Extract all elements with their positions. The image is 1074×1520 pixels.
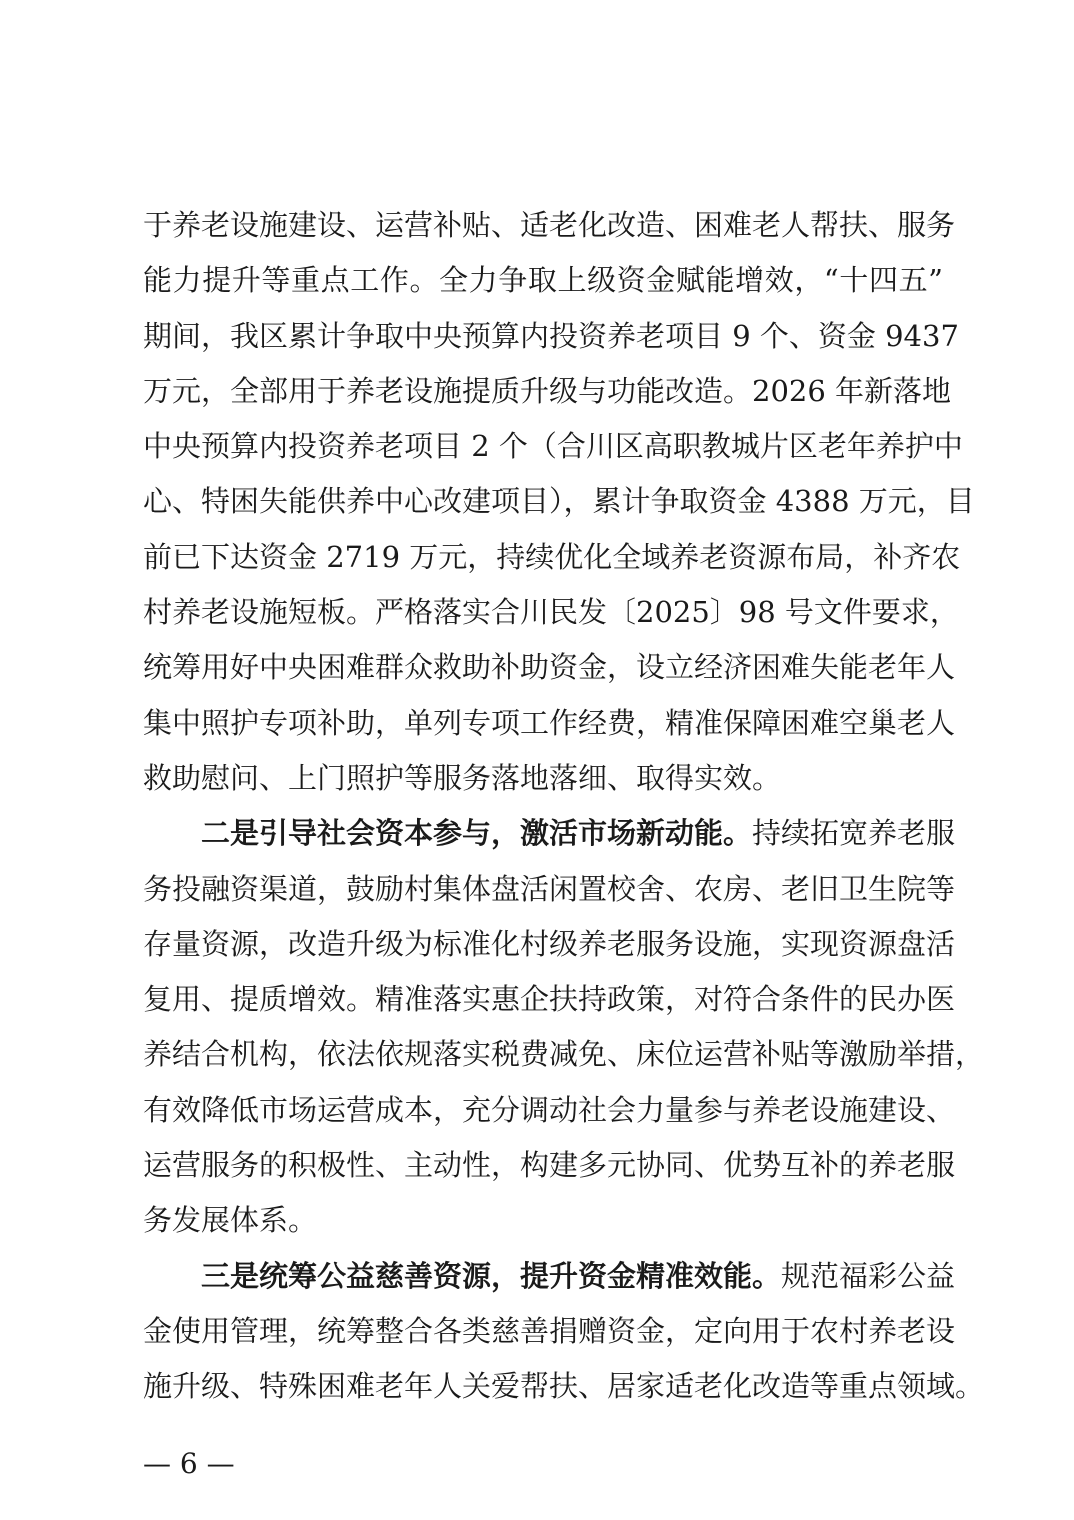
text-line: 统筹用好中央困难群众救助补助资金，设立经济困难失能老年人 xyxy=(143,650,956,685)
text-line: 运营服务的积极性、主动性，构建多元协同、优势互补的养老服 xyxy=(143,1148,956,1183)
paragraph-2-first-line xyxy=(143,806,956,861)
text-line: 能力提升等重点工作。全力争取上级资金赋能增效，“十四五” xyxy=(143,263,943,298)
paragraph-3-first-line xyxy=(143,1249,956,1304)
text-line: 存量资源，改造升级为标准化村级养老服务设施，实现资源盘活 xyxy=(143,926,956,961)
paragraph-2-text: 持续拓宽养老服 xyxy=(752,816,956,851)
text-line: 心、特困失能供养中心改建项目），累计争取资金 4388 万元，目 xyxy=(143,484,975,519)
text-line: 村养老设施短板。严格落实合川民发〔2025〕98 号文件要求， xyxy=(143,595,959,630)
page-number: — 6 — xyxy=(143,1447,235,1480)
paragraph-3-text: 规范福彩公益 xyxy=(781,1258,956,1293)
text-line: 于养老设施建设、运营补贴、适老化改造、困难老人帮扶、服务 xyxy=(143,208,956,242)
text-line: 期间，我区累计争取中央预算内投资养老项目 9 个、资金 9437 xyxy=(143,318,959,353)
text-line: 万元，全部用于养老设施提质升级与功能改造。2026 年新落地 xyxy=(143,373,952,408)
text-line: 复用、提质增效。精准落实惠企扶持政策，对符合条件的民办医 xyxy=(143,982,956,1017)
text-line: 中央预算内投资养老项目 2 个（合川区高职教城片区老年养护中 xyxy=(143,429,963,464)
text-line: 救助慰问、上门照护等服务落地落细、取得实效。 xyxy=(143,760,782,795)
paragraph-3-heading: 三是统筹公益慈善资源，提升资金精准效能。 xyxy=(201,1258,782,1293)
text-line: 前已下达资金 2719 万元，持续优化全域养老资源布局，补齐农 xyxy=(143,539,961,574)
paragraph-2-heading: 二是引导社会资本参与，激活市场新动能。 xyxy=(201,816,753,851)
text-line: 集中照护专项补助，单列专项工作经费，精准保障困难空巢老人 xyxy=(143,705,956,740)
text-line: 有效降低市场运营成本，充分调动社会力量参与养老设施建设、 xyxy=(143,1092,956,1127)
text-line: 养结合机构，依法依规落实税费减免、床位运营补贴等激励举措， xyxy=(143,1037,985,1072)
body-text xyxy=(143,198,985,1415)
text-line: 金使用管理，统筹整合各类慈善捐赠资金，定向用于农村养老设 xyxy=(143,1313,956,1348)
text-line: 务投融资渠道，鼓励村集体盘活闲置校舍、农房、老旧卫生院等 xyxy=(143,871,956,906)
text-line: 施升级、特殊困难老年人关爱帮扶、居家适老化改造等重点领域。 xyxy=(143,1369,985,1404)
text-line: 务发展体系。 xyxy=(143,1203,318,1238)
